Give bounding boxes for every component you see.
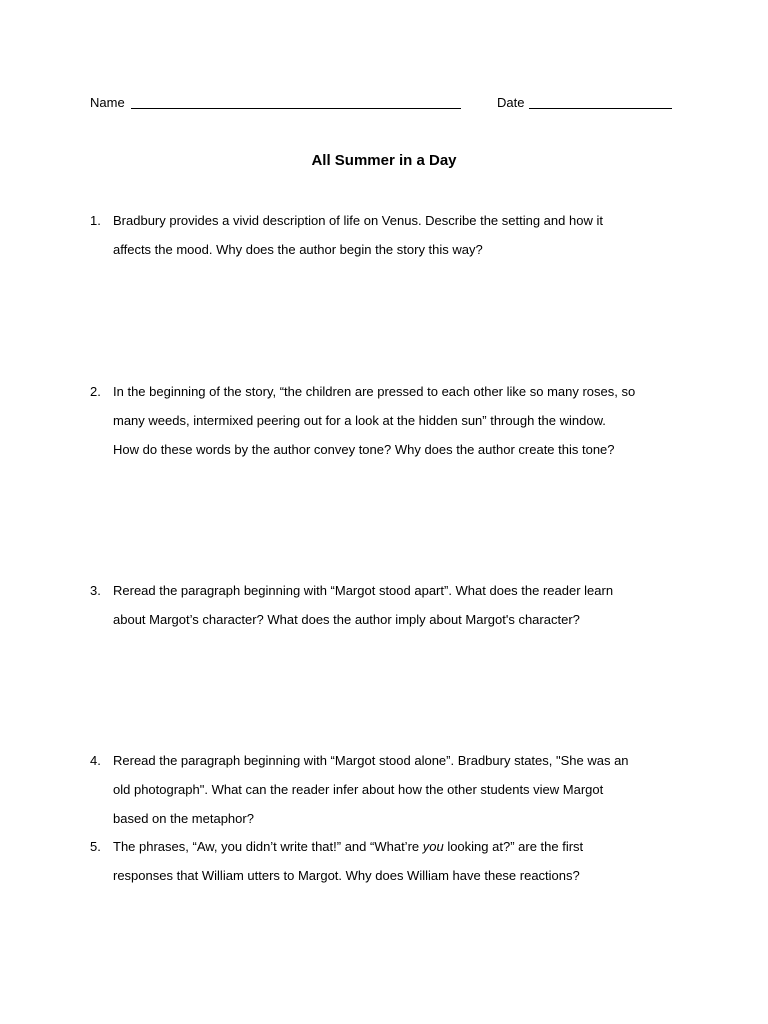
question-line: In the beginning of the story, “the children are pressed to each other like so many roses, so (113, 384, 636, 399)
worksheet-title: All Summer in a Day (311, 152, 457, 169)
question-line: Reread the paragraph beginning with “Margot stood alone”. Bradbury states, "She was an (113, 753, 629, 768)
question-line: based on the metaphor? (113, 811, 254, 826)
question-text (113, 576, 673, 634)
question-line: affects the mood. Why does the author begin the story this way? (113, 242, 483, 257)
name-blank-line (131, 108, 461, 109)
question-number: 2. (90, 384, 101, 399)
question-line: Reread the paragraph beginning with “Margot stood apart”. What does the reader learn (113, 583, 614, 598)
question-line: about Margot’s character? What does the author imply about Margot's character? (113, 612, 580, 627)
question-line-part: The phrases, “Aw, you didn’t write that!” and “What’re (113, 839, 423, 854)
question-line: many weeds, intermixed peering out for a look at the hidden sun” through the window. (113, 413, 606, 428)
name-label: Name (90, 95, 125, 110)
question-number: 4. (90, 753, 101, 768)
question-text (113, 206, 673, 264)
question-line: How do these words by the author convey tone? Why does the author create this tone? (113, 442, 615, 457)
date-blank-line (529, 108, 672, 109)
question-number: 3. (90, 583, 101, 598)
question-line: old photograph". What can the reader infer about how the other students view Margot (113, 782, 604, 797)
question-text (113, 746, 673, 833)
header-row (90, 94, 680, 114)
question-text (113, 832, 673, 890)
question-number: 1. (90, 213, 101, 228)
date-label: Date (497, 95, 525, 110)
emphasis-text: you (422, 839, 444, 854)
question-line: responses that William utters to Margot. Why does William have these reactions? (113, 868, 580, 883)
question-number: 5. (90, 839, 101, 854)
question-line-part: looking at?” are the first (443, 839, 584, 854)
question-text (113, 377, 673, 464)
question-line: Bradbury provides a vivid description of life on Venus. Describe the setting and how it (113, 213, 603, 228)
question-line (113, 832, 673, 861)
